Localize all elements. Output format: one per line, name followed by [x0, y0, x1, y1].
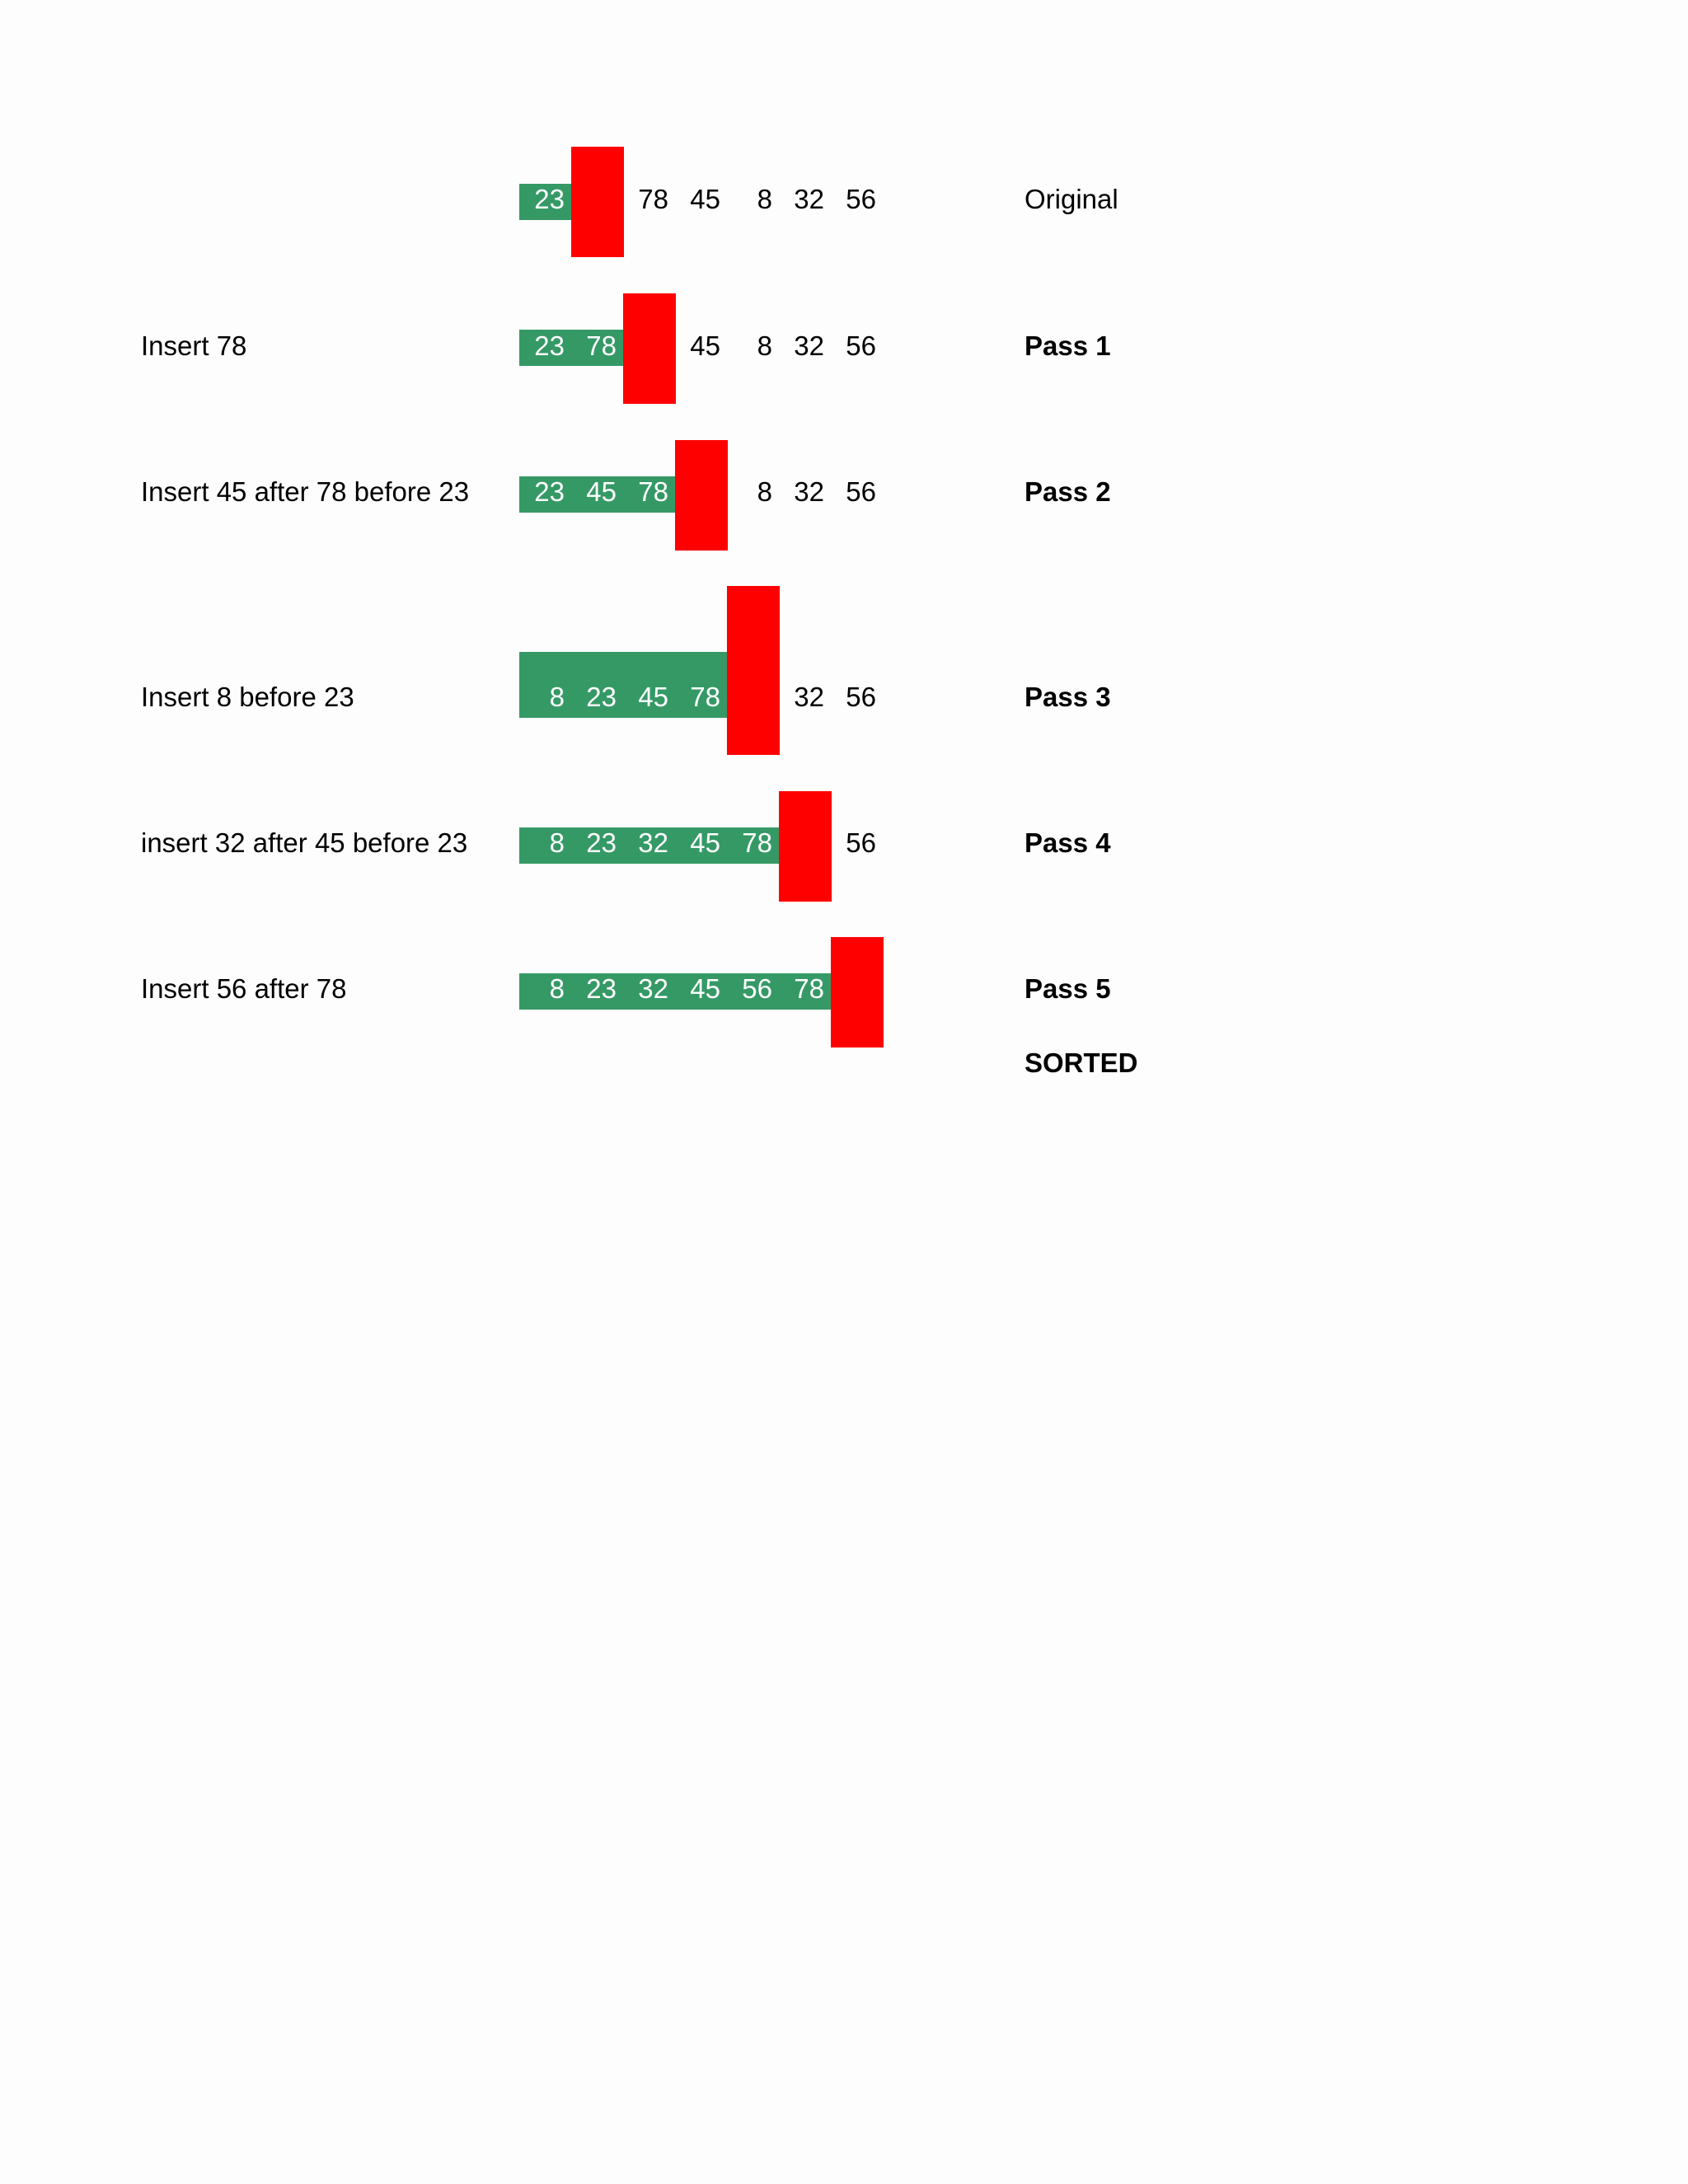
- sorted-label: SORTED: [1025, 1047, 1138, 1078]
- sorted-value: 45: [638, 682, 668, 712]
- unsorted-value: 8: [757, 330, 772, 361]
- pass-label: Pass 5: [1025, 973, 1111, 1004]
- sorted-value: 8: [549, 682, 565, 712]
- unsorted-value: 56: [846, 330, 876, 361]
- sorted-value: 78: [586, 330, 617, 361]
- unsorted-value: 45: [690, 330, 720, 361]
- unsorted-value: 56: [846, 184, 876, 214]
- pass-description: insert 32 after 45 before 23: [141, 827, 468, 858]
- sorted-value: 23: [534, 330, 565, 361]
- pass-label: Pass 4: [1025, 827, 1111, 858]
- sorted-value: 56: [742, 973, 772, 1004]
- unsorted-value: 78: [638, 184, 668, 214]
- unsorted-value: 8: [757, 476, 772, 507]
- sorted-value: 23: [586, 973, 617, 1004]
- sorted-value: 8: [549, 827, 565, 858]
- unsorted-value: 8: [757, 184, 772, 214]
- pass-description: Insert 78: [141, 330, 247, 361]
- sorted-value: 45: [586, 476, 617, 507]
- pass-label: Pass 2: [1025, 476, 1111, 507]
- unsorted-value: 32: [794, 330, 824, 361]
- sorted-value: 8: [549, 973, 565, 1004]
- sorted-value: 45: [690, 827, 720, 858]
- sorted-value: 32: [638, 827, 668, 858]
- pass-description: Insert 45 after 78 before 23: [141, 476, 470, 507]
- sorted-value: 78: [794, 973, 824, 1004]
- insertion-marker: [831, 937, 884, 1047]
- sorted-value: 23: [534, 476, 565, 507]
- unsorted-value: 56: [846, 827, 876, 858]
- sorted-value: 78: [638, 476, 668, 507]
- pass-label: Pass 1: [1025, 330, 1111, 361]
- sorted-value: 78: [690, 682, 720, 712]
- sorted-value: 78: [742, 827, 772, 858]
- unsorted-value: 32: [794, 682, 824, 712]
- sorted-value: 23: [534, 184, 565, 214]
- unsorted-value: 56: [846, 476, 876, 507]
- pass-label: Pass 3: [1025, 682, 1111, 712]
- pass-description: Insert 8 before 23: [141, 682, 354, 712]
- unsorted-value: 32: [794, 476, 824, 507]
- unsorted-value: 45: [690, 184, 720, 214]
- sorted-value: 23: [586, 827, 617, 858]
- sorted-value: 32: [638, 973, 668, 1004]
- pass-label: Original: [1025, 184, 1118, 214]
- sorted-value: 45: [690, 973, 720, 1004]
- insertion-marker: [727, 586, 780, 755]
- unsorted-value: 32: [794, 184, 824, 214]
- sorted-value: 23: [586, 682, 617, 712]
- unsorted-value: 56: [846, 682, 876, 712]
- pass-description: Insert 56 after 78: [141, 973, 347, 1004]
